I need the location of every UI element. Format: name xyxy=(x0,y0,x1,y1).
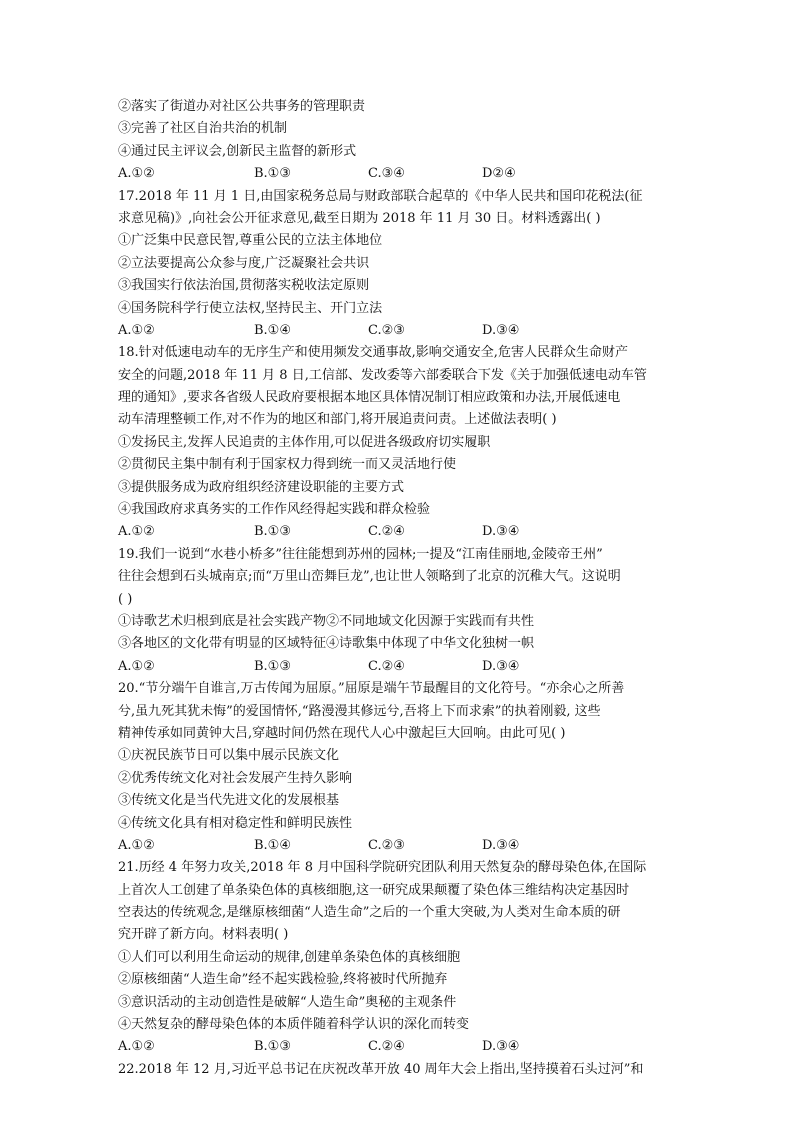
answer-option: D.③④ xyxy=(482,524,520,540)
answer-option: A.①② xyxy=(118,166,155,182)
answer-options xyxy=(118,521,678,543)
text-line: ②贯彻民主集中制有利于国家权力得到统一而又灵活地行使 xyxy=(118,457,457,473)
answer-option: D.③④ xyxy=(482,658,520,674)
answer-option: A.①② xyxy=(118,837,155,853)
text-line: 22.2018 年 12 月,习近平总书记在庆祝改革开放 40 周年大会上指出,坚持摸着石头过河”和 xyxy=(118,1061,644,1077)
answer-option: B.①④ xyxy=(254,837,291,853)
text-line: ④国务院科学行使立法权,坚持民主、开门立法 xyxy=(118,300,383,316)
text-line: ①诗歌艺术归根到底是社会实践产物②不同地域文化因源于实践而有共性 xyxy=(118,613,535,629)
text-line: ④通过民主评议会,创新民主监督的新形式 xyxy=(118,143,357,159)
text-line: ( ) xyxy=(118,591,133,607)
answer-options xyxy=(118,835,678,857)
answer-option: C.②④ xyxy=(368,658,405,674)
answer-option: B.①③ xyxy=(254,658,291,674)
text-line: ②立法要提高公众参与度,广泛凝聚社会共识 xyxy=(118,255,370,271)
text-line: ④传统文化具有相对稳定性和鲜明民族性 xyxy=(118,815,353,831)
text-line: 19.我们一说到“水巷小桥多”往往能想到苏州的园林;一提及“江南佳丽地,金陵帝王州” xyxy=(118,546,603,562)
text-line: 兮,虽九死其犹未悔”的爱国情怀,“路漫漫其修远兮,吾将上下而求索”的执着刚毅, 这些 xyxy=(118,703,601,719)
text-line: ①庆祝民族节日可以集中展示民族文化 xyxy=(118,748,340,764)
answer-option: C.③④ xyxy=(368,166,405,182)
answer-option: C.②④ xyxy=(368,524,405,540)
text-line: ③传统文化是当代先进文化的发展根基 xyxy=(118,793,340,809)
text-line: ①人们可以利用生命运动的规律,创建单条染色体的真核细胞 xyxy=(118,949,461,965)
text-line: ①发扬民主,发挥人民追责的主体作用,可以促进各级政府切实履职 xyxy=(118,434,491,450)
answer-option: C.②④ xyxy=(368,1039,405,1055)
text-line: 求意见稿)》,向社会公开征求意见,截至日期为 2018 年 11 月 30 日。材料透露出( ) xyxy=(118,210,601,226)
text-line: 究开辟了新方向。材料表明( ) xyxy=(118,927,289,943)
text-line: 21.历经 4 年努力攻关,2018 年 8 月中国科学院研究团队利用天然复杂的酵母染色体,在国际 xyxy=(118,860,647,876)
text-line: ③各地区的文化带有明显的区域特征④诗歌集中体现了中华文化独树一帜 xyxy=(118,636,535,652)
text-line: 精神传承如同黄钟大吕,穿越时间仍然在现代人心中激起巨大回响。由此可见( ) xyxy=(118,725,566,741)
answer-option: B.①③ xyxy=(254,166,291,182)
answer-option: A.①② xyxy=(118,524,155,540)
text-line: 理的通知》,要求各省级人民政府要根据本地区具体情况制订相应政策和办法,开展低速电 xyxy=(118,390,621,406)
answer-option: C.②③ xyxy=(368,322,405,338)
text-line: ③完善了社区自治共治的机制 xyxy=(118,121,288,137)
text-line: ④我国政府求真务实的工作作风经得起实践和群众检验 xyxy=(118,502,431,518)
answer-options xyxy=(118,1036,678,1058)
text-line: ①广泛集中民意民智,尊重公民的立法主体地位 xyxy=(118,233,383,249)
answer-option: B.①③ xyxy=(254,524,291,540)
text-line: 空表达的传统观念,是继原核细菌“人造生命”之后的一个重大突破,为人类对生命本质的研 xyxy=(118,905,621,921)
answer-options xyxy=(118,320,678,342)
text-line: 18.针对低速电动车的无序生产和使用频发交通事故,影响交通安全,危害人民群众生命财产 xyxy=(118,345,628,361)
answer-option: B.①④ xyxy=(254,322,291,338)
answer-option: D②④ xyxy=(482,166,516,182)
answer-option: A.①② xyxy=(118,658,155,674)
text-line: ②落实了街道办对社区公共事务的管理职责 xyxy=(118,99,366,114)
text-line: 安全的问题,2018 年 11 月 8 日,工信部、发改委等六部委联合下发《关于加强低速电动车管 xyxy=(118,367,647,383)
answer-option: C.②③ xyxy=(368,837,405,853)
text-line: 动车清理整顿工作,对不作为的地区和部门,将开展追责问责。上述做法表明( ) xyxy=(118,412,557,428)
answer-options xyxy=(118,656,678,678)
answer-option: A.①② xyxy=(118,322,155,338)
exam-page xyxy=(118,96,678,1081)
answer-option: D.③④ xyxy=(482,837,520,853)
text-line: 上首次人工创建了单条染色体的真核细胞,这一研究成果颠覆了染色体三维结构决定基因时 xyxy=(118,882,630,898)
text-line: ③意识活动的主动创造性是破解“人造生命”奥秘的主观条件 xyxy=(118,994,457,1010)
text-line: 20.“节分端午自谁言,万古传闻为屈原。”屈原是端午节最醒目的文化符号。“亦余心之所善 xyxy=(118,681,625,697)
answer-option: A.①② xyxy=(118,1039,155,1055)
text-line: 17.2018 年 11 月 1 日,由国家税务总局与财政部联合起草的《中华人民共和国印花税法(征 xyxy=(118,188,643,204)
answer-option: D.③④ xyxy=(482,1039,520,1055)
text-line: 往往会想到石头城南京;而“万里山峦舞巨龙”,也让世人领略到了北京的沉稚大气。这说明 xyxy=(118,569,621,585)
answer-option: D.③④ xyxy=(482,322,520,338)
text-line: ③提供服务成为政府组织经济建设职能的主要方式 xyxy=(118,479,405,495)
text-line: ④天然复杂的酵母染色体的本质伴随着科学认识的深化而转变 xyxy=(118,1017,470,1033)
answer-option: B.①③ xyxy=(254,1039,291,1055)
text-line: ②优秀传统文化对社会发展产生持久影响 xyxy=(118,770,353,786)
text-line: ②原核细菌“人造生命”经不起实践检验,终将被时代所抛弃 xyxy=(118,972,448,988)
text-line: ③我国实行依法治国,贯彻落实税收法定原则 xyxy=(118,278,370,294)
answer-options xyxy=(118,163,678,185)
